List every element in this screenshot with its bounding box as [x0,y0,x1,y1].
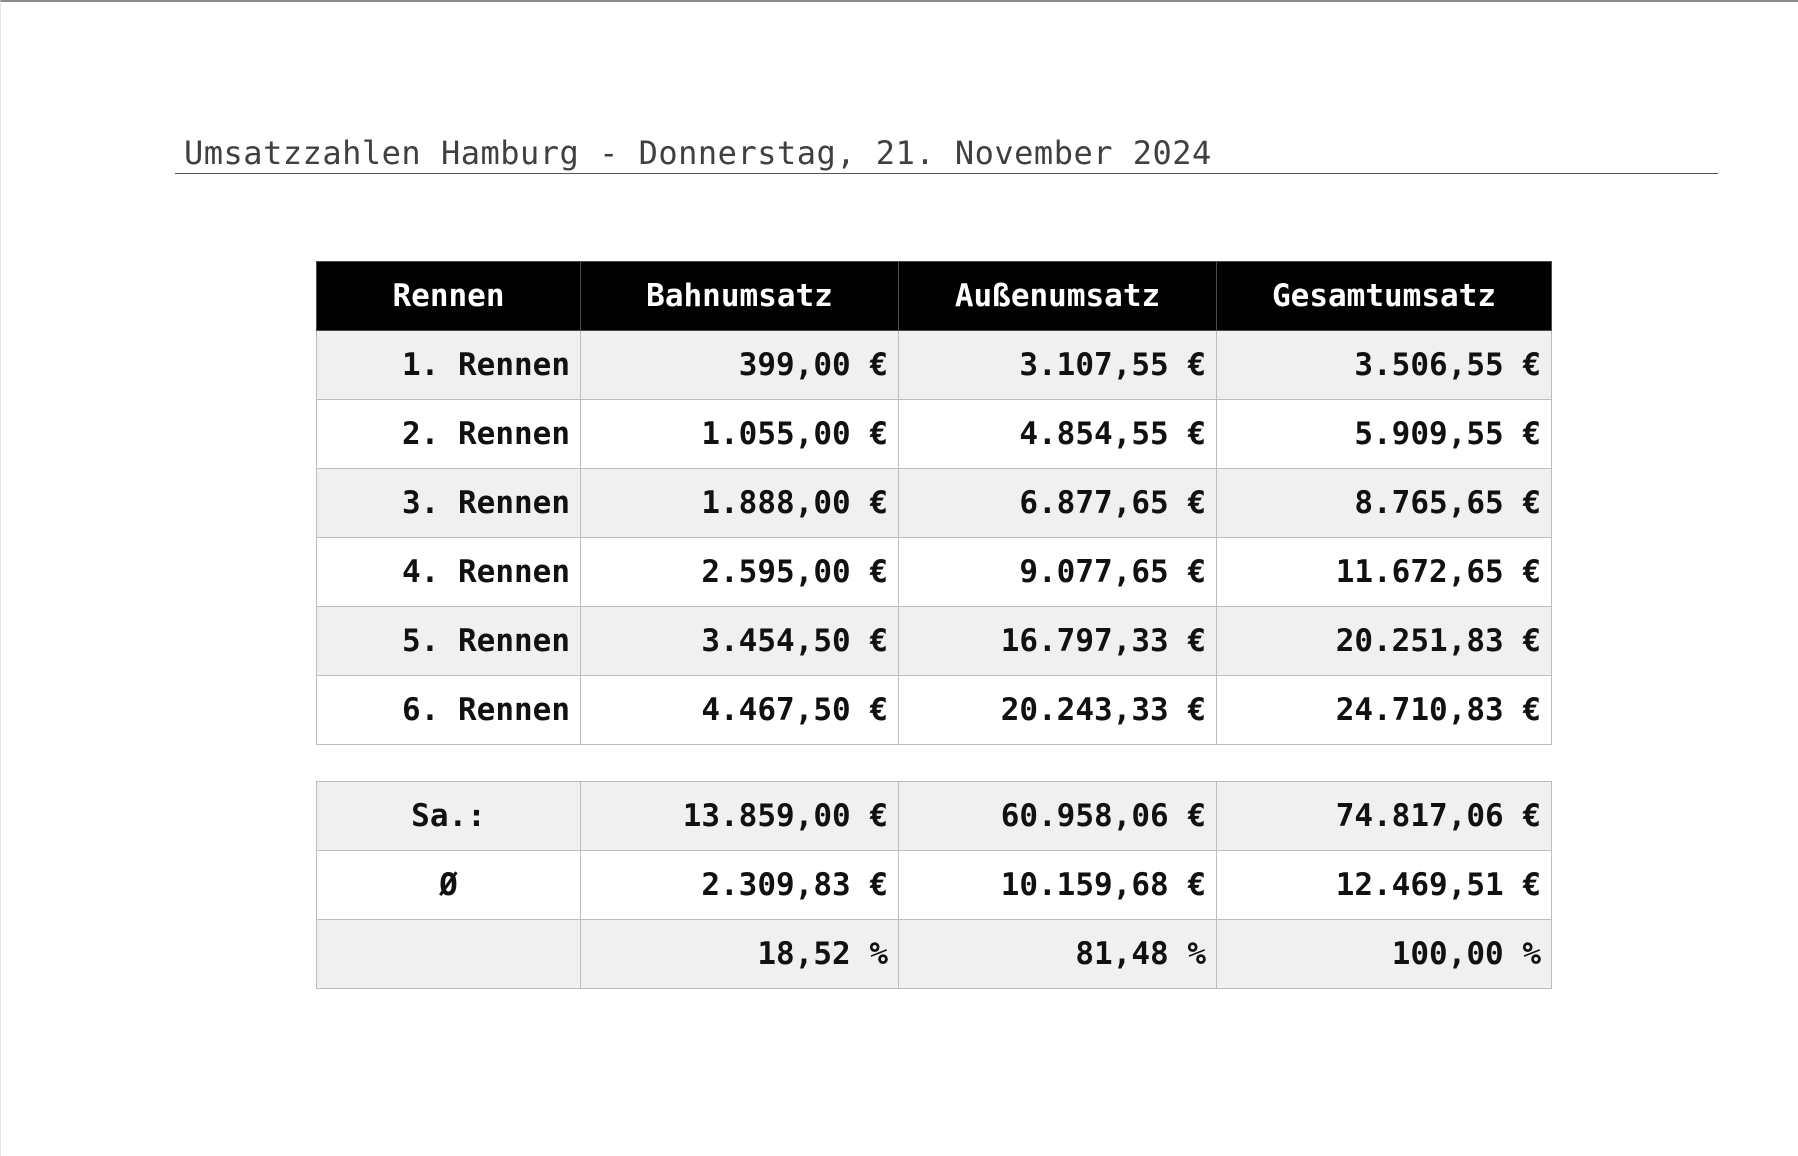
table-row [317,400,1552,469]
bahnumsatz-cell: 1.055,00 € [581,400,899,469]
table-row [317,538,1552,607]
gesamtumsatz-cell: 11.672,65 € [1217,538,1552,607]
aussenumsatz-cell: 16.797,33 € [899,607,1217,676]
gesamtumsatz-cell: 20.251,83 € [1217,607,1552,676]
gesamtumsatz-cell: 5.909,55 € [1217,400,1552,469]
race-label: 1. Rennen [317,331,581,400]
race-label: 3. Rennen [317,469,581,538]
aussenumsatz-cell: 6.877,65 € [899,469,1217,538]
race-label: 5. Rennen [317,607,581,676]
bahnumsatz-cell: 4.467,50 € [581,676,899,745]
sales-table [316,261,1552,745]
bahnumsatz-cell: 3.454,50 € [581,607,899,676]
summary-row-average [317,851,1552,920]
document-title: Umsatzzahlen Hamburg - Donnerstag, 21. November 2024 [184,134,1212,172]
summary-row-percent [317,920,1552,989]
gesamtumsatz-average: 12.469,51 € [1217,851,1552,920]
gesamtumsatz-sum: 74.817,06 € [1217,782,1552,851]
aussenumsatz-cell: 4.854,55 € [899,400,1217,469]
aussenumsatz-average: 10.159,68 € [899,851,1217,920]
aussenumsatz-cell: 20.243,33 € [899,676,1217,745]
table-row [317,331,1552,400]
table-row [317,676,1552,745]
column-header-rennen: Rennen [317,262,581,331]
average-label: Ø [317,851,581,920]
aussenumsatz-percent: 81,48 % [899,920,1217,989]
table-row [317,607,1552,676]
table-row [317,469,1552,538]
gesamtumsatz-cell: 3.506,55 € [1217,331,1552,400]
column-header-aussenumsatz: Außenumsatz [899,262,1217,331]
title-underline [175,173,1718,174]
aussenumsatz-cell: 9.077,65 € [899,538,1217,607]
gesamtumsatz-percent: 100,00 % [1217,920,1552,989]
race-label: 2. Rennen [317,400,581,469]
column-header-bahnumsatz: Bahnumsatz [581,262,899,331]
aussenumsatz-cell: 3.107,55 € [899,331,1217,400]
gesamtumsatz-cell: 8.765,65 € [1217,469,1552,538]
race-label: 6. Rennen [317,676,581,745]
bahnumsatz-average: 2.309,83 € [581,851,899,920]
aussenumsatz-sum: 60.958,06 € [899,782,1217,851]
bahnumsatz-cell: 399,00 € [581,331,899,400]
bahnumsatz-sum: 13.859,00 € [581,782,899,851]
sum-label: Sa.: [317,782,581,851]
table-header-row [317,262,1552,331]
bahnumsatz-percent: 18,52 % [581,920,899,989]
bahnumsatz-cell: 1.888,00 € [581,469,899,538]
summary-row-sum [317,782,1552,851]
race-label: 4. Rennen [317,538,581,607]
summary-table [316,781,1552,989]
percent-label [317,920,581,989]
gesamtumsatz-cell: 24.710,83 € [1217,676,1552,745]
bahnumsatz-cell: 2.595,00 € [581,538,899,607]
column-header-gesamtumsatz: Gesamtumsatz [1217,262,1552,331]
